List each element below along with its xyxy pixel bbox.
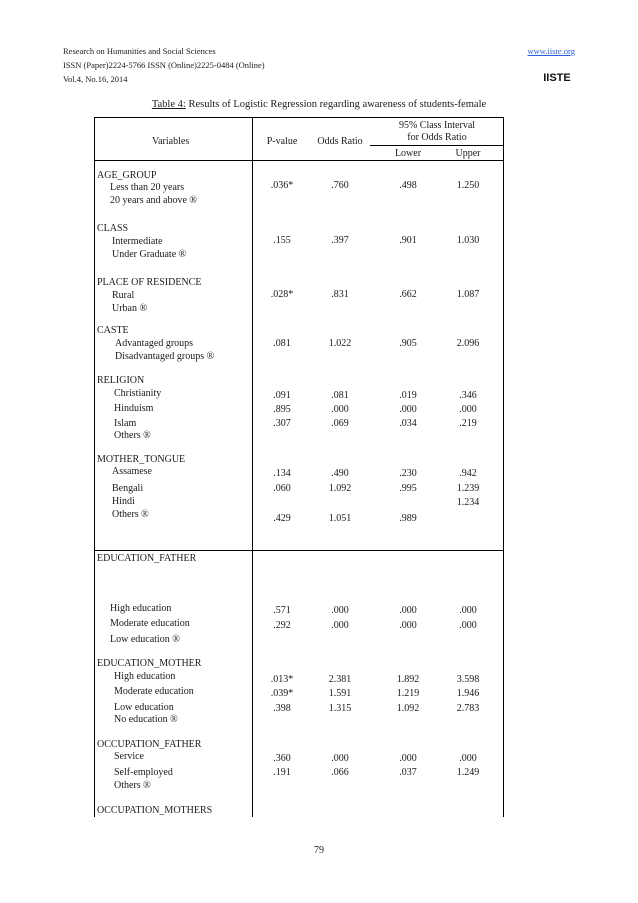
group-title: CASTE xyxy=(97,325,129,336)
column-divider xyxy=(252,117,253,817)
lower-cell: .034 xyxy=(399,418,417,429)
odds-cell: .000 xyxy=(331,605,349,616)
row-label: Hinduism xyxy=(114,403,154,414)
upper-cell: 1.946 xyxy=(456,688,480,699)
lower-cell: 1.892 xyxy=(396,674,420,685)
lower-cell: .000 xyxy=(399,605,417,616)
lower-cell: 1.092 xyxy=(396,703,420,714)
row-label: Urban ® xyxy=(112,303,148,314)
upper-cell: .000 xyxy=(459,404,477,415)
row-label: Service xyxy=(114,751,144,762)
group-title: EDUCATION_FATHER xyxy=(97,553,197,564)
lower-cell: .000 xyxy=(399,404,417,415)
row-label: 20 years and above ® xyxy=(110,195,198,206)
pvalue-cell: .091 xyxy=(273,390,291,401)
table-left-border xyxy=(94,117,95,817)
header-ci-line2: for Odds Ratio xyxy=(407,132,467,143)
row-label: Self-employed xyxy=(114,767,173,778)
ci-subheader-line xyxy=(370,145,504,146)
iiste-logo xyxy=(542,61,572,87)
lower-cell: .000 xyxy=(399,753,417,764)
group-title: EDUCATION_MOTHER xyxy=(97,658,202,669)
pvalue-cell: .036* xyxy=(270,180,294,191)
upper-cell: 3.598 xyxy=(456,674,480,685)
header-odds-ratio: Odds Ratio xyxy=(317,136,363,147)
odds-cell: .760 xyxy=(331,180,349,191)
row-label: Assamese xyxy=(112,466,152,477)
odds-cell: .831 xyxy=(331,289,349,300)
odds-cell: .000 xyxy=(331,620,349,631)
pvalue-cell: .134 xyxy=(273,468,291,479)
pvalue-cell: .360 xyxy=(273,753,291,764)
row-label: High education xyxy=(110,603,172,614)
row-label: Intermediate xyxy=(112,236,163,247)
header-pvalue: P-value xyxy=(266,136,298,147)
lower-cell: .019 xyxy=(399,390,417,401)
regression-table xyxy=(94,117,504,817)
row-label: Low education ® xyxy=(110,634,180,645)
journal-name: Research on Humanities and Social Sciences xyxy=(63,46,216,56)
row-label: Others ® xyxy=(114,430,151,441)
group-title: CLASS xyxy=(97,223,129,234)
row-label: Less than 20 years xyxy=(110,182,185,193)
page-number: 79 xyxy=(314,845,324,856)
group-title: MOTHER_TONGUE xyxy=(97,454,186,465)
pvalue-cell: .398 xyxy=(273,703,291,714)
row-label: Moderate education xyxy=(110,618,190,629)
pvalue-cell: .307 xyxy=(273,418,291,429)
upper-cell: 1.239 xyxy=(456,483,480,494)
header-bottom-line xyxy=(94,160,504,161)
volume-line: Vol.4, No.16, 2014 xyxy=(63,74,128,84)
row-label: Low education xyxy=(114,702,174,713)
pvalue-cell: .191 xyxy=(273,767,291,778)
row-label: Moderate education xyxy=(114,686,194,697)
upper-cell: .000 xyxy=(459,753,477,764)
odds-cell: 1.051 xyxy=(328,513,352,524)
row-label: Rural xyxy=(112,290,135,301)
pvalue-cell: .081 xyxy=(273,338,291,349)
logo-text: IISTE xyxy=(543,72,571,84)
odds-cell: 1.591 xyxy=(328,688,352,699)
group-title: RELIGION xyxy=(97,375,145,386)
odds-cell: .000 xyxy=(331,404,349,415)
upper-cell: 2.096 xyxy=(456,338,480,349)
issn-line: ISSN (Paper)2224-5766 ISSN (Online)2225-0484 (Online) xyxy=(63,60,265,70)
section-separator xyxy=(94,550,504,551)
row-label: Bengali xyxy=(112,483,144,494)
row-label: Disadvantaged groups ® xyxy=(115,351,215,362)
odds-cell: 1.022 xyxy=(328,338,352,349)
row-label: Advantaged groups xyxy=(115,338,194,349)
upper-cell: .219 xyxy=(459,418,477,429)
lower-cell: .037 xyxy=(399,767,417,778)
caption-label: Table 4: xyxy=(151,99,186,110)
odds-cell: .069 xyxy=(331,418,349,429)
header-lower: Lower xyxy=(394,148,422,159)
upper-cell: .346 xyxy=(459,390,477,401)
group-title: OCCUPATION_MOTHERS xyxy=(97,805,213,816)
row-label: Christianity xyxy=(114,388,162,399)
header-ci-line1: 95% Class Interval xyxy=(398,120,476,131)
upper-cell: .000 xyxy=(459,605,477,616)
header-variables: Variables xyxy=(152,136,190,147)
lower-cell: 1.219 xyxy=(396,688,420,699)
pvalue-cell: .060 xyxy=(273,483,291,494)
lower-cell: .000 xyxy=(399,620,417,631)
lower-cell: .230 xyxy=(399,468,417,479)
lower-cell: .995 xyxy=(399,483,417,494)
group-title: AGE_GROUP xyxy=(97,170,157,181)
lower-cell: .905 xyxy=(399,338,417,349)
table-top-border xyxy=(94,117,504,118)
upper-cell: .942 xyxy=(459,468,477,479)
lower-cell: .989 xyxy=(399,513,417,524)
upper-cell: .000 xyxy=(459,620,477,631)
row-label: Under Graduate ® xyxy=(112,249,187,260)
journal-url-link[interactable]: www.iiste.org xyxy=(527,46,575,56)
pvalue-cell: .155 xyxy=(273,235,291,246)
upper-cell: 1.249 xyxy=(456,767,480,778)
table-caption xyxy=(0,99,638,110)
pvalue-cell: .013* xyxy=(270,674,294,685)
odds-cell: 1.092 xyxy=(328,483,352,494)
lower-cell: .498 xyxy=(399,180,417,191)
upper-cell: 1.030 xyxy=(456,235,480,246)
upper-cell: 1.234 xyxy=(456,497,480,508)
odds-cell: .397 xyxy=(331,235,349,246)
row-label: Others ® xyxy=(112,509,149,520)
pvalue-cell: .571 xyxy=(273,605,291,616)
odds-cell: .490 xyxy=(331,468,349,479)
upper-cell: 2.783 xyxy=(456,703,480,714)
upper-cell: 1.250 xyxy=(456,180,480,191)
odds-cell: .081 xyxy=(331,390,349,401)
row-label: Hindi xyxy=(112,496,135,507)
pvalue-cell: .429 xyxy=(273,513,291,524)
row-label: Islam xyxy=(114,418,137,429)
lower-cell: .901 xyxy=(399,235,417,246)
caption-text: Results of Logistic Regression regarding awareness of students-female xyxy=(185,99,487,110)
odds-cell: 1.315 xyxy=(328,703,352,714)
odds-cell: .000 xyxy=(331,753,349,764)
odds-cell: .066 xyxy=(331,767,349,778)
upper-cell: 1.087 xyxy=(456,289,480,300)
lower-cell: .662 xyxy=(399,289,417,300)
pvalue-cell: .895 xyxy=(273,404,291,415)
pvalue-cell: .028* xyxy=(270,289,294,300)
row-label: High education xyxy=(114,671,176,682)
group-title: PLACE OF RESIDENCE xyxy=(97,277,202,288)
row-label: Others ® xyxy=(114,780,151,791)
header-upper: Upper xyxy=(455,148,481,159)
pvalue-cell: .039* xyxy=(270,688,294,699)
odds-cell: 2.381 xyxy=(328,674,352,685)
row-label: No education ® xyxy=(114,714,178,725)
pvalue-cell: .292 xyxy=(273,620,291,631)
group-title: OCCUPATION_FATHER xyxy=(97,739,202,750)
